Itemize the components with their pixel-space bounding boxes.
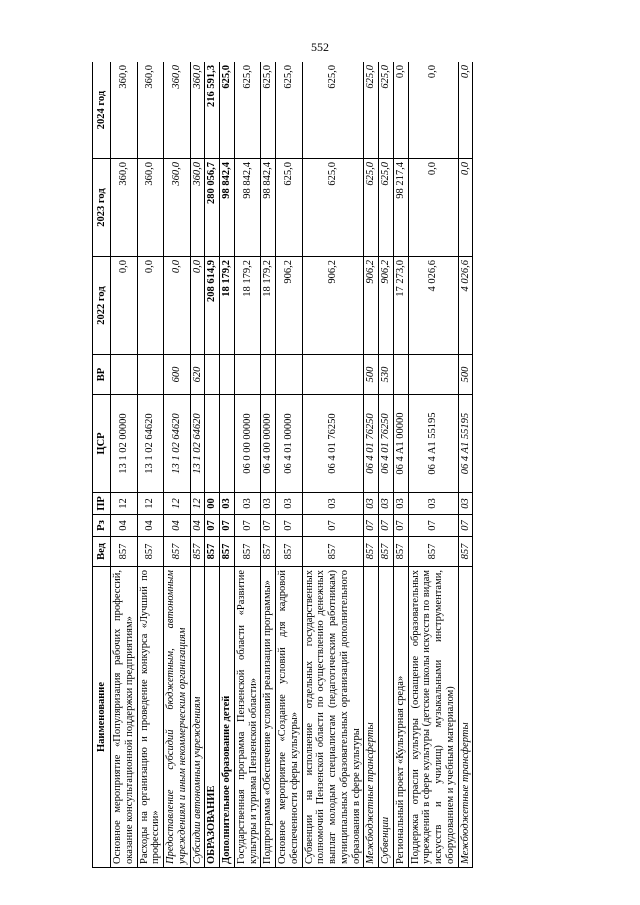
cell-y2024: 360,0 [137, 62, 164, 159]
cell-ved: 857 [393, 537, 408, 567]
cell-vr [276, 355, 303, 395]
cell-vr [205, 355, 220, 395]
cell-y2023: 625,0 [379, 159, 394, 257]
cell-y2024: 625,0 [302, 62, 364, 159]
table-row [111, 62, 138, 868]
table-row [234, 62, 261, 868]
cell-vr [393, 355, 408, 395]
cell-ved: 857 [190, 537, 205, 567]
cell-rz: 07 [379, 515, 394, 537]
cell-vr [408, 355, 458, 395]
cell-csr: 06 4 01 76250 [364, 395, 379, 493]
cell-y2023: 360,0 [164, 159, 191, 257]
table-header-row [93, 62, 111, 868]
cell-y2023: 625,0 [302, 159, 364, 257]
cell-vr: 500 [458, 355, 473, 395]
cell-ved: 857 [364, 537, 379, 567]
table-row [190, 62, 205, 868]
cell-y2024: 625,0 [261, 62, 276, 159]
cell-pr: 03 [458, 493, 473, 515]
cell-y2024: 216 591,3 [205, 62, 220, 159]
cell-pr: 12 [137, 493, 164, 515]
cell-pr: 03 [364, 493, 379, 515]
budget-table [92, 62, 473, 868]
cell-csr: 06 4 A1 55195 [408, 395, 458, 493]
column-header-y2022: 2022 год [93, 257, 111, 355]
cell-ved: 857 [408, 537, 458, 567]
cell-csr: 06 4 A1 55195 [458, 395, 473, 493]
cell-vr: 600 [164, 355, 191, 395]
cell-y2023: 0,0 [458, 159, 473, 257]
cell-ved: 857 [458, 537, 473, 567]
cell-ved: 857 [111, 537, 138, 567]
table-row [261, 62, 276, 868]
table-row [137, 62, 164, 868]
cell-csr: 13 1 02 64620 [164, 395, 191, 493]
cell-pr: 12 [164, 493, 191, 515]
table-body [111, 62, 473, 868]
cell-y2022: 4 026,6 [458, 257, 473, 355]
cell-vr [261, 355, 276, 395]
cell-y2022: 906,2 [276, 257, 303, 355]
cell-rz: 04 [190, 515, 205, 537]
column-header-pr: ПР [93, 493, 111, 515]
cell-y2023: 360,0 [190, 159, 205, 257]
table-row [164, 62, 191, 868]
cell-y2024: 625,0 [220, 62, 235, 159]
cell-ved: 857 [302, 537, 364, 567]
cell-rz: 07 [408, 515, 458, 537]
cell-name: Расходы на организацию и проведение конкурса «Лучший по профессии» [137, 567, 164, 868]
cell-vr: 500 [364, 355, 379, 395]
cell-rz: 04 [111, 515, 138, 537]
cell-vr: 530 [379, 355, 394, 395]
page-number: 552 [311, 40, 329, 54]
cell-name: Государственная программа Пензенской области «Развитие культуры и туризма Пензенской области» [234, 567, 261, 868]
cell-name: Предоставление субсидий бюджетным, автономным учреждениям и иным некоммерческим организациям [164, 567, 191, 868]
cell-pr: 03 [302, 493, 364, 515]
cell-y2023: 98 842,4 [220, 159, 235, 257]
table-row [393, 62, 408, 868]
table-row [205, 62, 220, 868]
cell-pr: 03 [408, 493, 458, 515]
cell-y2023: 98 842,4 [261, 159, 276, 257]
cell-vr [234, 355, 261, 395]
cell-y2022: 0,0 [137, 257, 164, 355]
table-row [408, 62, 458, 868]
cell-y2022: 0,0 [190, 257, 205, 355]
cell-ved: 857 [205, 537, 220, 567]
cell-pr: 03 [276, 493, 303, 515]
table-row [276, 62, 303, 868]
cell-csr: 06 4 01 76250 [379, 395, 394, 493]
cell-y2024: 625,0 [276, 62, 303, 159]
cell-name: Субсидии автономным учреждениям [190, 567, 205, 868]
cell-name: Межбюджетные трансферты [364, 567, 379, 868]
cell-ved: 857 [379, 537, 394, 567]
cell-vr [220, 355, 235, 395]
cell-y2022: 208 614,9 [205, 257, 220, 355]
cell-y2022: 906,2 [302, 257, 364, 355]
cell-ved: 857 [276, 537, 303, 567]
cell-csr: 06 4 A1 00000 [393, 395, 408, 493]
cell-ved: 857 [220, 537, 235, 567]
cell-pr: 12 [111, 493, 138, 515]
cell-y2023: 98 842,4 [234, 159, 261, 257]
cell-name: Межбюджетные трансферты [458, 567, 473, 868]
cell-pr: 12 [190, 493, 205, 515]
cell-name: Основное мероприятие «Создание условий для кадровой обеспеченности сферы культуры» [276, 567, 303, 868]
cell-rz: 07 [276, 515, 303, 537]
cell-name: Дополнительное образование детей [220, 567, 235, 868]
cell-y2024: 0,0 [458, 62, 473, 159]
cell-rz: 07 [220, 515, 235, 537]
column-header-csr: ЦСР [93, 395, 111, 493]
cell-y2022: 0,0 [164, 257, 191, 355]
cell-vr [111, 355, 138, 395]
cell-rz: 07 [458, 515, 473, 537]
cell-pr: 03 [220, 493, 235, 515]
cell-y2022: 906,2 [379, 257, 394, 355]
cell-csr: 06 0 00 00000 [234, 395, 261, 493]
cell-rz: 07 [234, 515, 261, 537]
cell-pr: 03 [234, 493, 261, 515]
cell-name: Региональный проект «Культурная среда» [393, 567, 408, 868]
cell-y2024: 360,0 [190, 62, 205, 159]
cell-name: ОБРАЗОВАНИЕ [205, 567, 220, 868]
cell-y2024: 625,0 [234, 62, 261, 159]
cell-name: Субвенции [379, 567, 394, 868]
cell-y2022: 18 179,2 [261, 257, 276, 355]
cell-csr [205, 395, 220, 493]
cell-csr: 06 4 01 00000 [276, 395, 303, 493]
cell-vr [302, 355, 364, 395]
cell-y2024: 360,0 [111, 62, 138, 159]
column-header-y2024: 2024 год [93, 62, 111, 159]
table-row [364, 62, 379, 868]
cell-rz: 04 [164, 515, 191, 537]
cell-ved: 857 [234, 537, 261, 567]
cell-y2024: 625,0 [364, 62, 379, 159]
cell-csr: 06 4 00 00000 [261, 395, 276, 493]
table-row [458, 62, 473, 868]
cell-y2024: 0,0 [393, 62, 408, 159]
table-row [379, 62, 394, 868]
cell-name: Поддержка отрасли культуры (оснащение образовательных учреждений в сфере культуры (детские школы искусств по видам искусств и училищ) музыкальными инструментами, оборудованием и учебным материалом) [408, 567, 458, 868]
cell-csr: 13 1 02 64620 [137, 395, 164, 493]
cell-y2024: 0,0 [408, 62, 458, 159]
column-header-rz: Рз [93, 515, 111, 537]
cell-y2023: 625,0 [276, 159, 303, 257]
cell-pr: 00 [205, 493, 220, 515]
cell-y2023: 625,0 [364, 159, 379, 257]
cell-y2023: 280 056,7 [205, 159, 220, 257]
column-header-y2023: 2023 год [93, 159, 111, 257]
column-header-vr: ВР [93, 355, 111, 395]
rotated-table-region [92, 62, 559, 868]
cell-rz: 04 [137, 515, 164, 537]
cell-name: Подпрограмма «Обеспечение условий реализации программы» [261, 567, 276, 868]
cell-y2023: 98 217,4 [393, 159, 408, 257]
cell-y2022: 17 273,0 [393, 257, 408, 355]
cell-y2022: 0,0 [111, 257, 138, 355]
cell-name: Основное мероприятие «Популяризация рабочих профессий, оказание консультационной поддержки предприятиям» [111, 567, 138, 868]
rotated-table-content [92, 62, 559, 868]
cell-y2022: 906,2 [364, 257, 379, 355]
cell-y2024: 625,0 [379, 62, 394, 159]
cell-csr [220, 395, 235, 493]
column-header-ved: Вед [93, 537, 111, 567]
cell-vr: 620 [190, 355, 205, 395]
cell-ved: 857 [137, 537, 164, 567]
cell-rz: 07 [364, 515, 379, 537]
cell-rz: 07 [261, 515, 276, 537]
cell-y2022: 18 179,2 [220, 257, 235, 355]
cell-vr [137, 355, 164, 395]
cell-y2023: 360,0 [137, 159, 164, 257]
cell-csr: 13 1 02 64620 [190, 395, 205, 493]
cell-y2023: 0,0 [408, 159, 458, 257]
cell-y2023: 360,0 [111, 159, 138, 257]
column-header-name: Наименование [93, 567, 111, 868]
cell-pr: 03 [261, 493, 276, 515]
cell-pr: 03 [379, 493, 394, 515]
cell-rz: 07 [302, 515, 364, 537]
cell-csr: 13 1 02 00000 [111, 395, 138, 493]
cell-y2024: 360,0 [164, 62, 191, 159]
cell-csr: 06 4 01 76250 [302, 395, 364, 493]
cell-ved: 857 [164, 537, 191, 567]
cell-y2022: 18 179,2 [234, 257, 261, 355]
cell-rz: 07 [393, 515, 408, 537]
cell-y2022: 4 026,6 [408, 257, 458, 355]
cell-name: Субвенции на исполнение отдельных государственных полномочий Пензенской области по осуществлению денежных выплат молодым специалистам (педагогическим работникам) муниципальных образовательных организаций дополнительного образования в сфере культуры [302, 567, 364, 868]
cell-rz: 07 [205, 515, 220, 537]
cell-pr: 03 [393, 493, 408, 515]
table-row [220, 62, 235, 868]
table-row [302, 62, 364, 868]
cell-ved: 857 [261, 537, 276, 567]
